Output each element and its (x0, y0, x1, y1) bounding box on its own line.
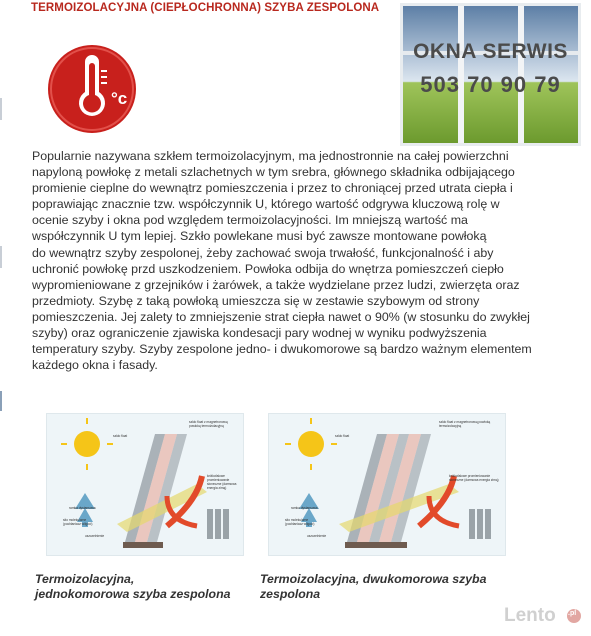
diagram-double-chamber (268, 413, 506, 556)
watermark-dot-icon: .pl (567, 609, 581, 623)
article-text: Popularnie nazywana szkłem termoizolacyjnym, ma jednostronnie na całej powierzchni napyloną powłokę z metali szlachetnych w tym srebra, głównego składnika odbijającego promienie cieplne do wewnątrz pomieszczenia i przez to chroniącej przed utrata ciepła i poprawiając znacznie tzw. współczynnik U, którego wartość odgrywa kluczową rolę w ocenie szyby i okna pod względem termoizolacyjności. Im mniejszą wartość ma współczynnik U tym lepiej. Szkło powlekane musi być zawsze montowane powłoką do wewnątrz szyby zespolonej, żeby zachować swoja trwałość, funkcjonalność i aby uchronić powłokę przd uszkodzeniem. Powłoka odbija do wnętrza pomieszczeń ciepło wypromieniowane z grzejników i żarówek, a także wydzielane przez ludzi, zwierzęta oraz przedmioty. Szybę z taką powłoką umieszcza się w zestawie szybowym od strony pomieszczenia. Jej zalety to zmniejszenie strat ciepła nawet o 90% (w stosunku do zwykłej szyby) oraz ograniczenie zjawiska kondesacji pary wodnej w wyniku podwyższenia temperatury szyby. Szyby zespolone jedno- i dwukomorowe są bardzo ważnym elementem każdego okna i fasady. (32, 149, 532, 373)
diagram-label: uszczelnienie (85, 534, 105, 538)
thermometer-icon (47, 44, 137, 134)
diagram-single-chamber (46, 413, 244, 556)
page-title: TERMOIZOLACYJNA (CIEPŁOCHRONNA) SZYBA ZESPOLONA (31, 2, 380, 14)
diagram-label: krótkofalowe promieniowanie słoneczne (darmowa energia zimą) (449, 474, 499, 482)
diagram-label: ramka dystansowa (291, 506, 318, 510)
diagram-label: sito molekularne (pochłaniacz wilgoci) (63, 518, 93, 526)
diagram-label: szkło float z magnetronową powłoką termoizolacyjną (189, 420, 228, 428)
diagram-label: szkło float (335, 434, 350, 438)
ad-phone: 503 70 90 79 (420, 72, 561, 97)
diagram-label: szkło float (113, 434, 128, 438)
diagram-label: ramka dystansowa (69, 506, 96, 510)
diagram-label: krótkofalowe promieniowanie słoneczne (darmowa energia zimą) (207, 474, 237, 490)
caption-single-chamber: Termoizolacyjna, jednokomorowa szyba zespolona (35, 572, 231, 601)
celsius-label: °c (111, 89, 128, 108)
edge-marker (0, 246, 2, 268)
caption-double-chamber: Termoizolacyjna, dwukomorowa szyba zespolona (260, 572, 487, 601)
watermark-logo: Lento (504, 605, 556, 626)
ad-brand: OKNA SERWIS (413, 40, 568, 63)
diagram-label: szkło float z magnetronową powłoką termoizolacyjną (439, 420, 491, 428)
edge-marker (0, 391, 2, 411)
diagram-label: sito molekularne (pochłaniacz wilgoci) (285, 518, 315, 526)
diagram-label: uszczelnienie (307, 534, 327, 538)
edge-marker (0, 98, 2, 120)
